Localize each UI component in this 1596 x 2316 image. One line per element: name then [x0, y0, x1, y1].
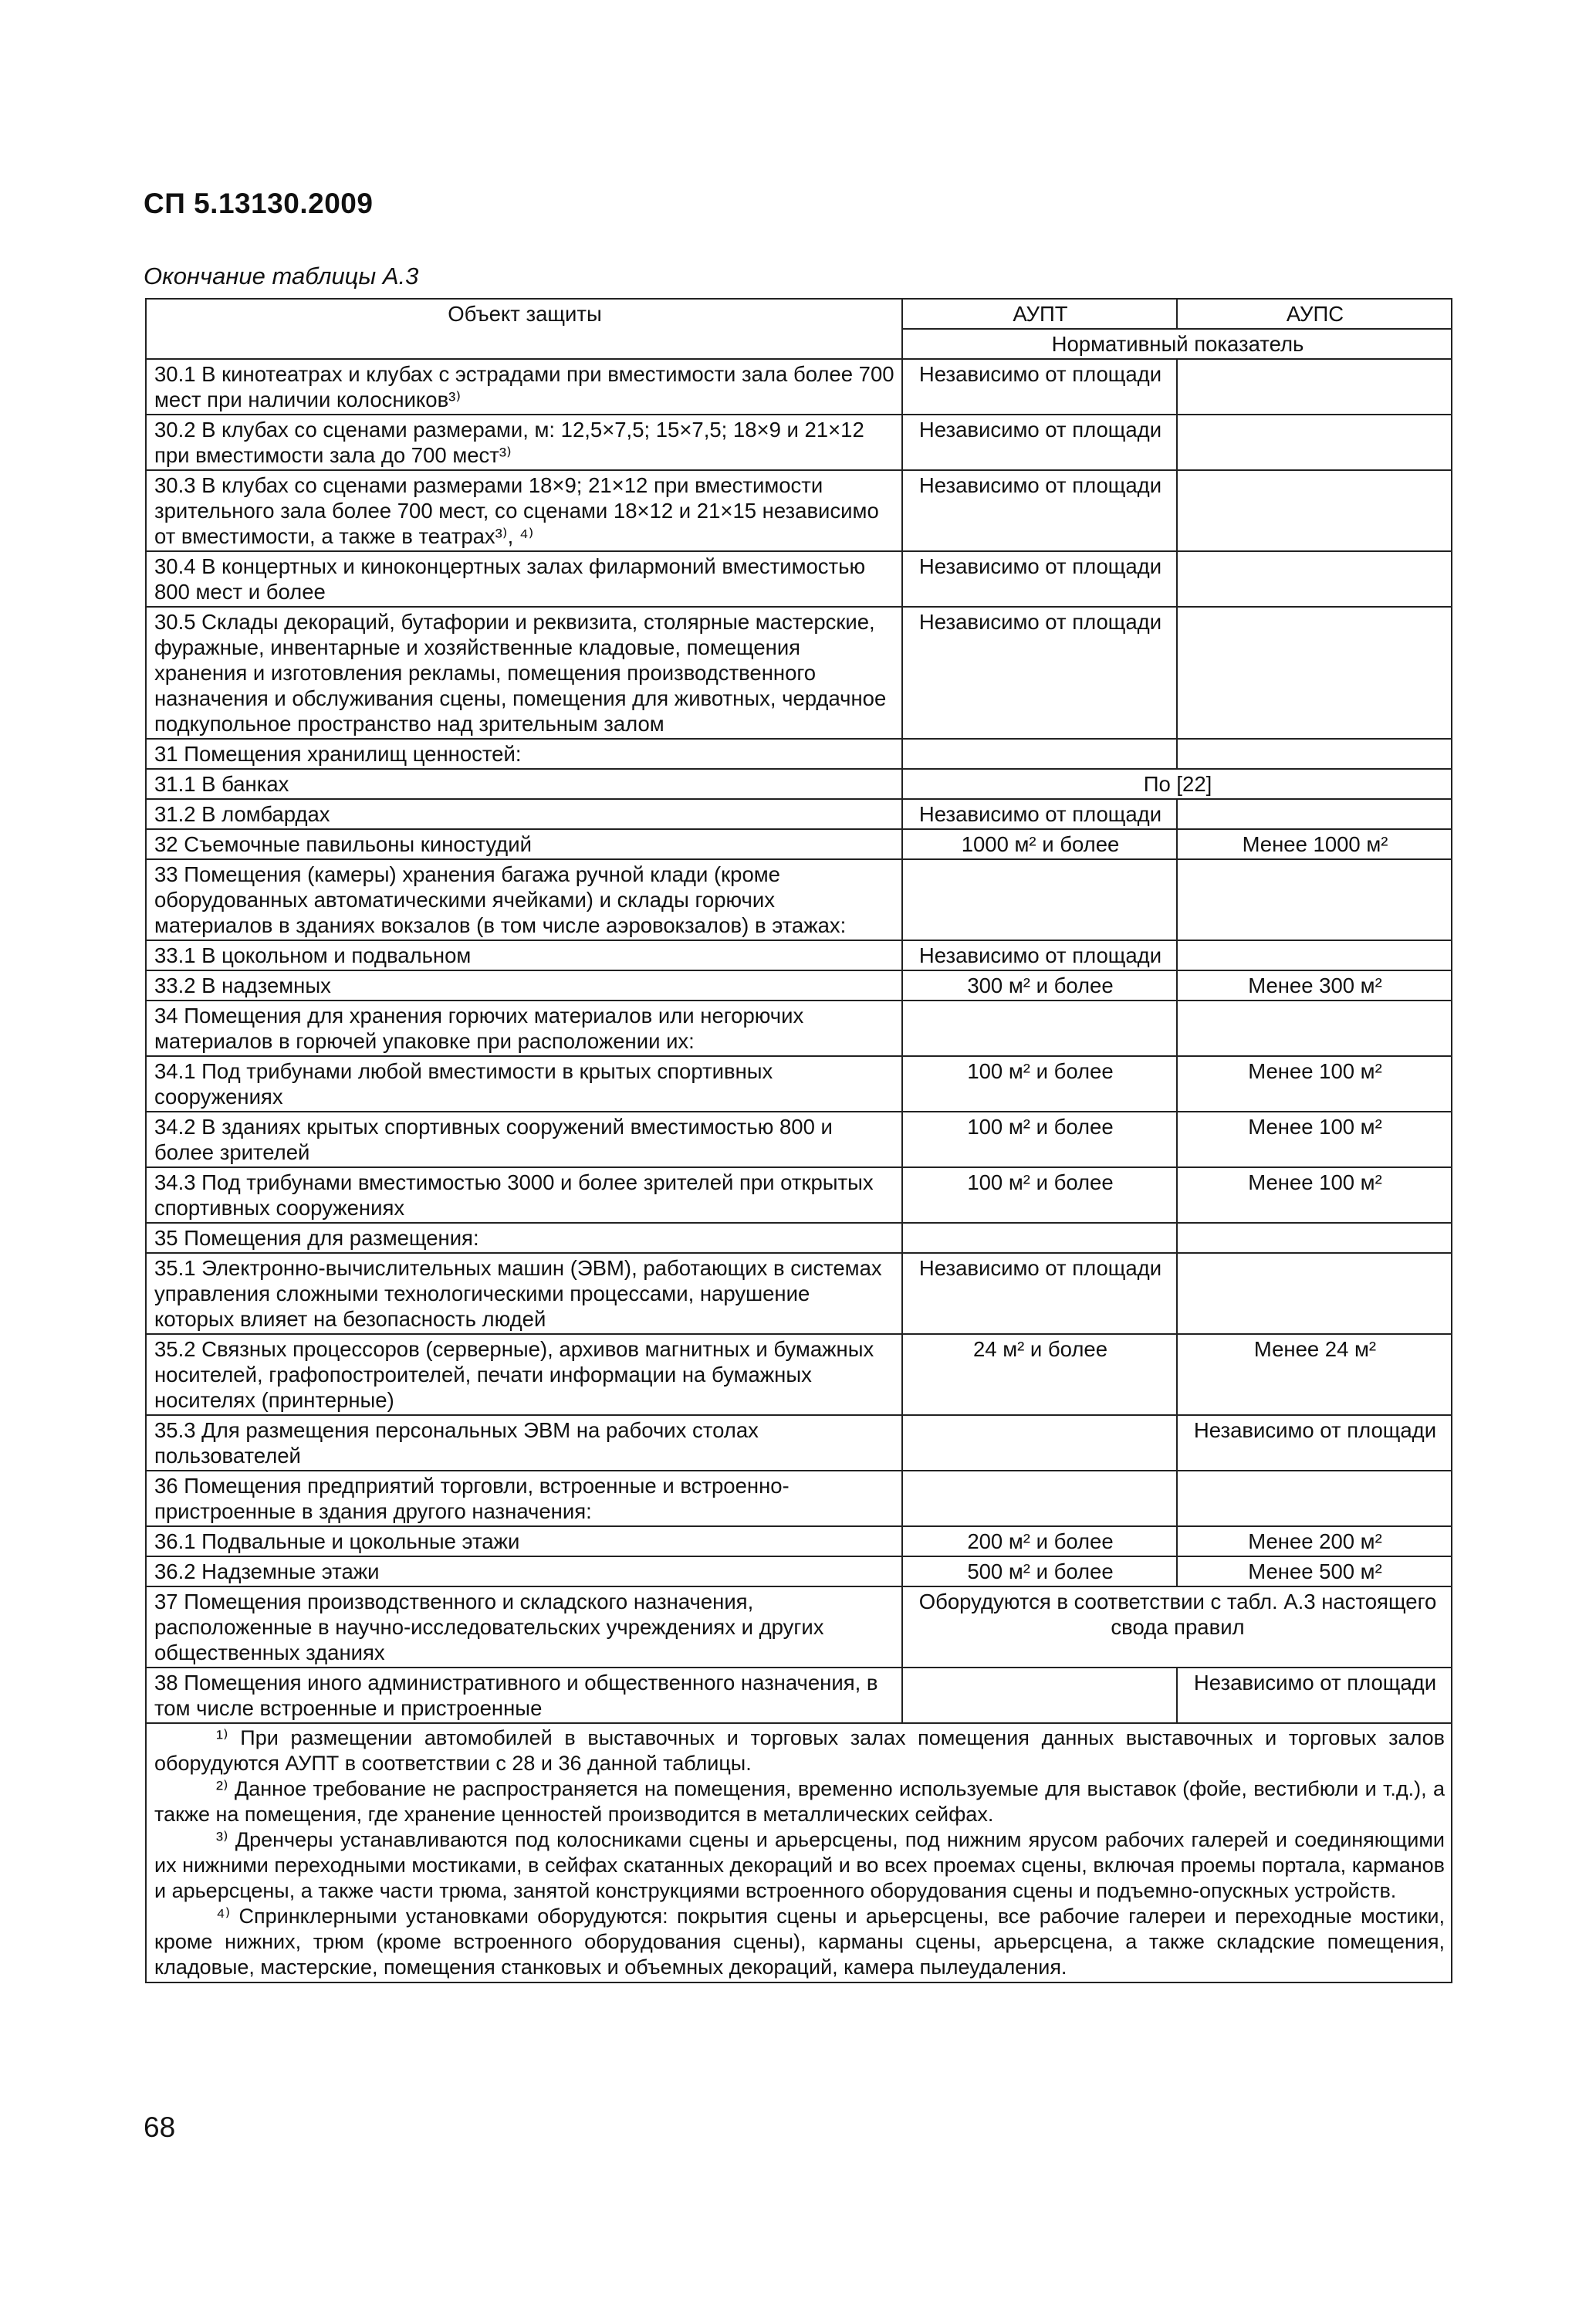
document-code: СП 5.13130.2009	[144, 188, 374, 219]
footnote: ⁴⁾ Спринклерными установками оборудуются: покрытия сцены и арьерсцены, все рабочие галереи и переходные мостики, кроме нижних, трюм (кроме встроенного оборудования сцены), карманы сцены, арьерсцена, а также складские помещения, кладовые, мастерские, помещения станковых и объемных декораций, камера пылеудаления.	[154, 1905, 1445, 1979]
footnotes-cell	[146, 1723, 1452, 1982]
aups-cell: Менее 24 м²	[1177, 1334, 1452, 1415]
table-row	[146, 1471, 1452, 1526]
normative-span-cell: Оборудуются в соответствии с табл. А.3 настоящего свода правил	[902, 1586, 1452, 1668]
object-cell: 38 Помещения иного административного и общественного назначения, в том числе встроенные и пристроенные	[146, 1668, 902, 1723]
aups-cell: Менее 1000 м²	[1177, 829, 1452, 859]
table-row	[146, 829, 1452, 859]
aups-cell	[1177, 415, 1452, 470]
aupt-cell: Независимо от площади	[902, 415, 1177, 470]
table-row	[146, 470, 1452, 551]
table-row	[146, 769, 1452, 799]
table-row	[146, 607, 1452, 739]
table-row	[146, 940, 1452, 970]
normative-span-cell: По [22]	[902, 769, 1452, 799]
aups-cell: Менее 100 м²	[1177, 1056, 1452, 1112]
table-row	[146, 551, 1452, 607]
object-cell: 33 Помещения (камеры) хранения багажа ручной клади (кроме оборудованных автоматическими ячейками) и склады горючих материалов в зданиях вокзалов (в том числе аэровокзалов) в этажах:	[146, 859, 902, 940]
page-number: 68	[144, 2111, 176, 2143]
object-cell: 33.1 В цокольном и подвальном	[146, 940, 902, 970]
aupt-cell	[902, 1668, 1177, 1723]
table-row	[146, 1056, 1452, 1112]
aups-cell	[1177, 551, 1452, 607]
aupt-cell	[902, 1223, 1177, 1253]
table-row	[146, 1167, 1452, 1223]
object-cell: 34.2 В зданиях крытых спортивных сооружений вместимостью 800 и более зрителей	[146, 1112, 902, 1167]
object-cell: 35.1 Электронно-вычислительных машин (ЭВМ), работающих в системах управления сложными технологическими процессами, нарушение которых влияет на безопасность людей	[146, 1253, 902, 1334]
aupt-cell: 1000 м² и более	[902, 829, 1177, 859]
object-cell: 30.5 Склады декораций, бутафории и реквизита, столярные мастерские, фуражные, инвентарные и хозяйственные кладовые, помещения хранения и изготовления рекламы, помещения производственного назначения и обслуживания сцены, помещения для животных, чердачное подкупольное пространство над зрительным залом	[146, 607, 902, 739]
object-cell: 30.1 В кинотеатрах и клубах с эстрадами при вместимости зала более 700 мест при наличии колосников³⁾	[146, 359, 902, 415]
table-row	[146, 1668, 1452, 1723]
object-cell: 34.1 Под трибунами любой вместимости в крытых спортивных сооружениях	[146, 1056, 902, 1112]
aups-cell: Менее 500 м²	[1177, 1556, 1452, 1586]
column-subheader-normative: Нормативный показатель	[902, 329, 1452, 359]
object-cell: 30.4 В концертных и киноконцертных залах филармоний вместимостью 800 мест и более	[146, 551, 902, 607]
table-row	[146, 799, 1452, 829]
aups-cell: Менее 200 м²	[1177, 1526, 1452, 1556]
aupt-cell	[902, 859, 1177, 940]
footnote: ¹⁾ При размещении автомобилей в выставочных и торговых залах помещения данных выставочных и торговых залов оборудуются АУПТ в соответствии с 28 и 36 данной таблицы.	[154, 1726, 1445, 1775]
aups-cell: Менее 100 м²	[1177, 1167, 1452, 1223]
table-row	[146, 970, 1452, 1001]
aupt-cell	[902, 1415, 1177, 1471]
object-cell: 36 Помещения предприятий торговли, встроенные и встроенно-пристроенные в здания другого назначения:	[146, 1471, 902, 1526]
aupt-cell: 100 м² и более	[902, 1056, 1177, 1112]
object-cell: 31.1 В банках	[146, 769, 902, 799]
aups-cell: Менее 100 м²	[1177, 1112, 1452, 1167]
object-cell: 35.2 Связных процессоров (серверные), архивов магнитных и бумажных носителей, графопостроителей, печати информации на бумажных носителях (принтерные)	[146, 1334, 902, 1415]
table-row	[146, 859, 1452, 940]
object-cell: 35 Помещения для размещения:	[146, 1223, 902, 1253]
table-row	[146, 1223, 1452, 1253]
table-row	[146, 1253, 1452, 1334]
aups-cell	[1177, 940, 1452, 970]
table-header-row	[146, 299, 1452, 329]
object-cell: 33.2 В надземных	[146, 970, 902, 1001]
table-row	[146, 1586, 1452, 1668]
table-row	[146, 1556, 1452, 1586]
aupt-cell: Независимо от площади	[902, 359, 1177, 415]
object-cell: 36.2 Надземные этажи	[146, 1556, 902, 1586]
aups-cell	[1177, 1471, 1452, 1526]
aups-cell	[1177, 739, 1452, 769]
aups-cell	[1177, 470, 1452, 551]
footnotes-row	[146, 1723, 1452, 1982]
table-row	[146, 1526, 1452, 1556]
column-header-aups: АУПС	[1177, 299, 1452, 329]
aupt-cell: 100 м² и более	[902, 1167, 1177, 1223]
aups-cell	[1177, 859, 1452, 940]
column-header-object: Объект защиты	[146, 299, 902, 359]
aups-cell: Независимо от площади	[1177, 1668, 1452, 1723]
object-cell: 34.3 Под трибунами вместимостью 3000 и более зрителей при открытых спортивных сооружениях	[146, 1167, 902, 1223]
aups-cell	[1177, 1253, 1452, 1334]
aupt-cell: Независимо от площади	[902, 470, 1177, 551]
aups-cell	[1177, 799, 1452, 829]
aupt-cell	[902, 1001, 1177, 1056]
object-cell: 32 Съемочные павильоны киностудий	[146, 829, 902, 859]
column-header-aupt: АУПТ	[902, 299, 1177, 329]
table-row	[146, 739, 1452, 769]
aupt-cell: 300 м² и более	[902, 970, 1177, 1001]
fire-protection-table	[145, 298, 1452, 1983]
table-row	[146, 415, 1452, 470]
object-cell: 36.1 Подвальные и цокольные этажи	[146, 1526, 902, 1556]
aups-cell	[1177, 359, 1452, 415]
object-cell: 31 Помещения хранилищ ценностей:	[146, 739, 902, 769]
object-cell: 30.2 В клубах со сценами размерами, м: 12,5×7,5; 15×7,5; 18×9 и 21×12 при вместимости зала до 700 мест³⁾	[146, 415, 902, 470]
aupt-cell: 100 м² и более	[902, 1112, 1177, 1167]
table-row	[146, 1415, 1452, 1471]
object-cell: 37 Помещения производственного и складского назначения, расположенные в научно-исследовательских учреждениях и других общественных зданиях	[146, 1586, 902, 1668]
table-caption: Окончание таблицы А.3	[144, 262, 419, 290]
aupt-cell: 200 м² и более	[902, 1526, 1177, 1556]
aupt-cell: Независимо от площади	[902, 799, 1177, 829]
aupt-cell: Независимо от площади	[902, 607, 1177, 739]
aupt-cell: Независимо от площади	[902, 551, 1177, 607]
aups-cell	[1177, 1001, 1452, 1056]
aups-cell	[1177, 1223, 1452, 1253]
aupt-cell: Независимо от площади	[902, 940, 1177, 970]
object-cell: 35.3 Для размещения персональных ЭВМ на рабочих столах пользователей	[146, 1415, 902, 1471]
aupt-cell: 500 м² и более	[902, 1556, 1177, 1586]
aupt-cell	[902, 739, 1177, 769]
table-row	[146, 359, 1452, 415]
aupt-cell: 24 м² и более	[902, 1334, 1177, 1415]
footnote: ²⁾ Данное требование не распространяется на помещения, временно используемые для выставок (фойе, вестибюли и т.д.), а также на помещения, где хранение ценностей производится в металлических сейфах.	[154, 1777, 1445, 1826]
footnote: ³⁾ Дренчеры устанавливаются под колосниками сцены и арьерсцены, под нижним ярусом рабочих галерей и соединяющими их нижними переходными мостиками, в сейфах скатанных декораций и во всех проемах сцены, включая проемы портала, карманов и арьерсцены, а также части трюма, занятой конструкциями встроенного оборудования сцены и подъемно-опускных устройств.	[154, 1828, 1445, 1902]
aups-cell: Менее 300 м²	[1177, 970, 1452, 1001]
table-row	[146, 1112, 1452, 1167]
aupt-cell: Независимо от площади	[902, 1253, 1177, 1334]
table-row	[146, 1334, 1452, 1415]
aups-cell: Независимо от площади	[1177, 1415, 1452, 1471]
object-cell: 34 Помещения для хранения горючих материалов или негорючих материалов в горючей упаковке при расположении их:	[146, 1001, 902, 1056]
aupt-cell	[902, 1471, 1177, 1526]
object-cell: 31.2 В ломбардах	[146, 799, 902, 829]
table-row	[146, 1001, 1452, 1056]
object-cell: 30.3 В клубах со сценами размерами 18×9; 21×12 при вместимости зрительного зала более 700 мест, со сценами 18×12 и 21×15 независимо от вместимости, а также в театрах³⁾, ⁴⁾	[146, 470, 902, 551]
aups-cell	[1177, 607, 1452, 739]
